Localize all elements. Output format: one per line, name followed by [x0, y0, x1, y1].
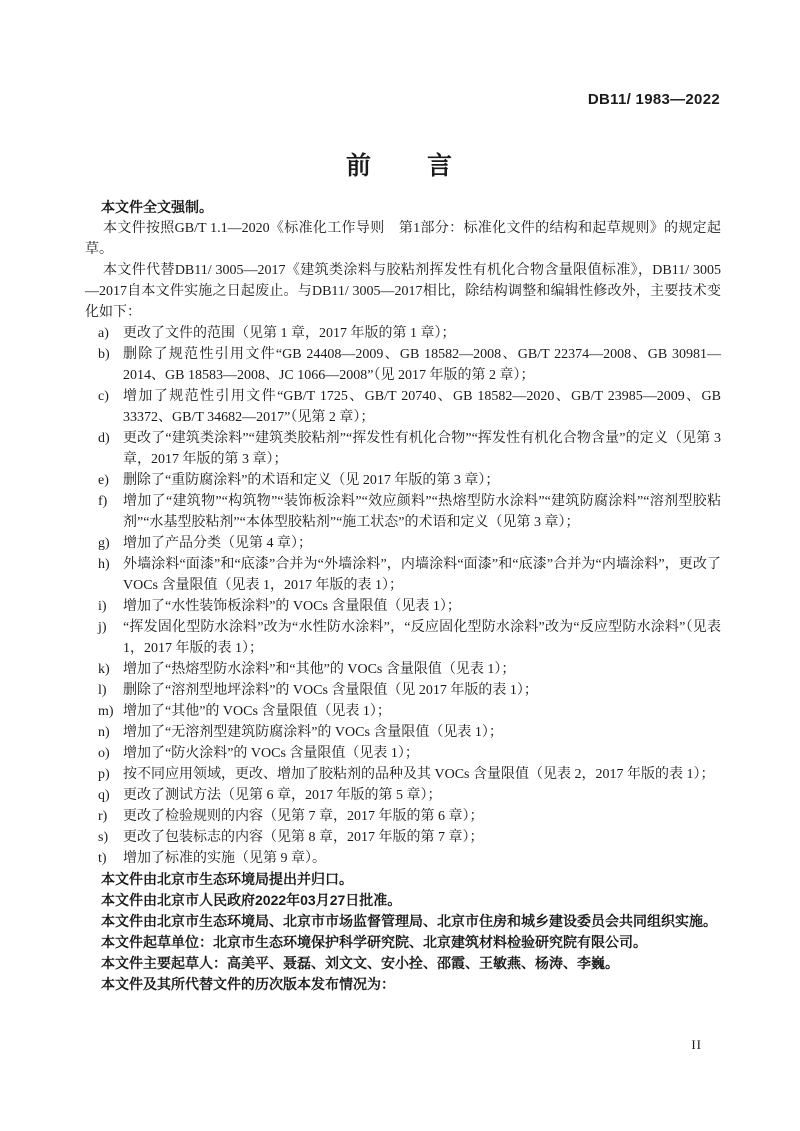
closing-paragraph: 本文件由北京市人民政府2022年03月27日批准。 [101, 892, 402, 908]
change-item-label: n) [98, 725, 110, 740]
change-item-label: s) [98, 830, 109, 845]
change-item-label: o) [98, 746, 110, 761]
page-title: 前 言 [345, 151, 454, 180]
change-item-label: k) [98, 662, 110, 677]
change-item [85, 386, 721, 428]
change-item [85, 701, 721, 722]
change-item-label: t) [98, 851, 107, 866]
change-item [85, 596, 721, 617]
change-item-label: h) [98, 557, 110, 572]
change-item-text: 删除了“溶剂型地坪涂料”的 VOCs 含量限值（见 2017 年版的表 1）； [123, 683, 538, 698]
change-item [85, 533, 721, 554]
change-item [85, 344, 721, 386]
change-item [85, 785, 721, 806]
change-item-text: 外墙涂料“面漆”和“底漆”合并为“外墙涂料”，内墙涂料“面漆”和“底漆”合并为“内墙涂料”，更改了 VOCs 含量限值（见表 1，2017 年版的表 1）； [123, 557, 721, 593]
change-item-text: 更改了文件的范围（见第 1 章，2017 年版的第 1 章）； [123, 326, 456, 341]
change-item [85, 764, 721, 785]
change-item [85, 323, 721, 344]
change-item-label: i) [98, 599, 107, 614]
change-item-label: a) [98, 326, 109, 341]
change-item [85, 554, 721, 596]
replacement-note-paragraph: 本文件代替DB11/ 3005—2017《建筑类涂料与胶粘剂挥发性有机化合物含量限值标准》，DB11/ 3005—2017自本文件实施之日起废止。与DB11/ 3005—2017相比，除结构调整和编辑性修改外，主要技术变化如下： [85, 263, 721, 320]
change-item-label: e) [98, 473, 109, 488]
changes-list [85, 323, 721, 869]
change-item [85, 827, 721, 848]
change-item-text: 更改了测试方法（见第 6 章，2017 年版的第 5 章）； [123, 788, 442, 803]
change-item [85, 848, 721, 869]
change-item-text: 删除了“重防腐涂料”的术语和定义（见 2017 年版的第 3 章）； [123, 473, 500, 488]
change-item-label: q) [98, 788, 110, 803]
change-item-text: 更改了包装标志的内容（见第 8 章，2017 年版的第 7 章）； [123, 830, 484, 845]
change-item-label: b) [98, 347, 110, 362]
change-item-text: 增加了“建筑物”“构筑物”“装饰板涂料”“效应颜料”“热熔型防水涂料”“建筑防腐涂料”“溶剂型胶粘剂”“水基型胶粘剂”“本体型胶粘剂”“施工状态”的术语和定义（见第 3 章）； [123, 494, 721, 530]
change-item-text: 更改了“建筑类涂料”“建筑类胶粘剂”“挥发性有机化合物”“挥发性有机化合物含量”的定义（见第 3 章，2017 年版的第 3 章）； [123, 431, 721, 467]
closing-paragraph: 本文件及其所代替文件的历次版本发布情况为： [101, 976, 395, 992]
closing-paragraphs [85, 869, 721, 995]
change-item-text: 增加了标准的实施（见第 9 章）。 [123, 851, 326, 866]
change-item [85, 470, 721, 491]
change-item-text: 更改了检验规则的内容（见第 7 章，2017 年版的第 6 章）； [123, 809, 484, 824]
change-item [85, 659, 721, 680]
change-item-text: 增加了“防火涂料”的 VOCs 含量限值（见表 1）； [123, 746, 419, 761]
change-item-label: d) [98, 431, 110, 446]
change-item [85, 617, 721, 659]
change-item [85, 680, 721, 701]
change-item-label: j) [98, 620, 107, 635]
change-item-text: 增加了“热熔型防水涂料”和“其他”的 VOCs 含量限值（见表 1）； [123, 662, 516, 677]
closing-paragraph: 本文件起草单位：北京市生态环境保护科学研究院、北京建筑材料检验研究院有限公司。 [101, 934, 647, 950]
change-item [85, 743, 721, 764]
change-item-text: 增加了产品分类（见第 4 章）； [123, 536, 312, 551]
closing-paragraph: 本文件主要起草人：高美平、聂磊、刘文文、安小拴、邵霞、王敏燕、杨涛、李巍。 [101, 955, 619, 971]
change-item-text: “挥发固化型防水涂料”改为“水性防水涂料”，“反应固化型防水涂料”改为“反应型防水涂料”（见表 1，2017 年版的表 1）； [123, 620, 721, 656]
change-item-label: c) [98, 389, 109, 404]
foreword-content [85, 197, 721, 995]
change-item-text: 增加了规范性引用文件“GB/T 1725、GB/T 20740、GB 18582—2020、GB/T 23985—2009、GB 33372、GB/T 34682—2017”（见第 2 章）； [123, 389, 721, 425]
compulsory-note: 本文件全文强制。 [101, 199, 213, 215]
closing-paragraph: 本文件由北京市生态环境局、北京市市场监督管理局、北京市住房和城乡建设委员会共同组织实施。 [101, 913, 717, 929]
change-item-label: p) [98, 767, 110, 782]
change-item-label: r) [98, 809, 108, 824]
change-item [85, 491, 721, 533]
page-number: II [691, 1037, 702, 1052]
change-item-label: l) [98, 683, 107, 698]
change-item-label: g) [98, 536, 110, 551]
change-item-label: f) [98, 494, 108, 509]
change-item-text: 删除了规范性引用文件“GB 24408—2009、GB 18582—2008、GB/T 22374—2008、GB 30981—2014、GB 18583—2008、JC 1066—2008”（见 2017 年版的第 2 章）； [123, 347, 721, 383]
change-item [85, 428, 721, 470]
change-item-label: m) [98, 704, 114, 719]
change-item-text: 增加了“无溶剂型建筑防腐涂料”的 VOCs 含量限值（见表 1）； [123, 725, 503, 740]
change-item-text: 增加了“其他”的 VOCs 含量限值（见表 1）； [123, 704, 391, 719]
change-item-text: 增加了“水性装饰板涂料”的 VOCs 含量限值（见表 1）； [123, 599, 461, 614]
change-item [85, 722, 721, 743]
drafting-basis-paragraph: 本文件按照GB/T 1.1—2020《标准化工作导则 第1部分：标准化文件的结构和起草规则》的规定起草。 [85, 221, 721, 257]
change-item [85, 806, 721, 827]
change-item-text: 按不同应用领域，更改、增加了胶粘剂的品种及其 VOCs 含量限值（见表 2，2017 年版的表 1）； [123, 767, 715, 782]
closing-paragraph: 本文件由北京市生态环境局提出并归口。 [101, 871, 353, 887]
doc-number: DB11/ 1983—2022 [587, 91, 720, 108]
